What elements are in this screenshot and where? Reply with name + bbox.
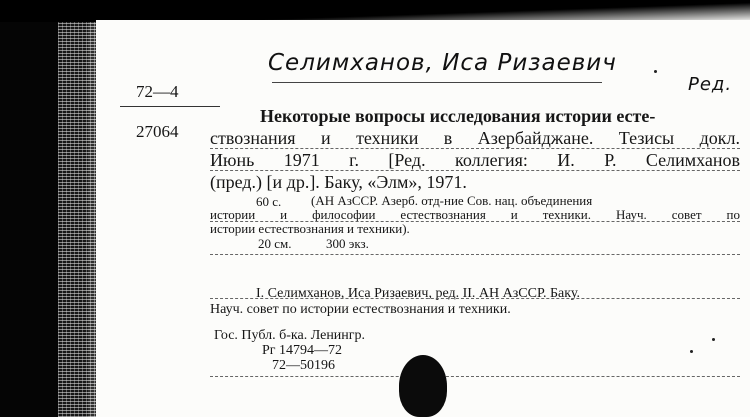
tracing-line-2: Науч. совет по истории естествознания и техники. <box>210 302 511 317</box>
ink-speck <box>690 350 693 353</box>
accession-number: 27064 <box>136 122 179 141</box>
tracing-line-1: I. Селимханов, Иса Ризаевич, ред. II. АН АзССР. Баку. <box>256 286 580 301</box>
book-size: 20 см. <box>258 236 292 251</box>
copy-count: 300 экз. <box>326 236 369 251</box>
series-line-3: истории естествознания и техники). <box>210 221 410 236</box>
title-guide-line <box>210 148 740 149</box>
ink-speck <box>654 70 657 73</box>
ink-speck <box>712 338 715 341</box>
tracing-guide-line <box>210 298 740 299</box>
ink-blot <box>399 355 447 417</box>
book-title-line-1: Некоторые вопросы исследования истории есте- <box>260 106 656 126</box>
book-title-line-2: ствознания и техники в Азербайджане. Тезисы докл. <box>210 128 740 148</box>
series-guide-line <box>210 221 740 222</box>
page-count: 60 с. <box>256 194 282 209</box>
series-line-1: (АН АзССР. Азерб. отд-ние Сов. нац. объединения <box>311 193 593 208</box>
call-number-rule <box>120 106 220 107</box>
series-line-2: истории и философии естествознания и техники. Науч. совет по <box>210 207 740 222</box>
handwritten-author-name: Селимханов, Иса Ризаевич <box>268 50 617 76</box>
call-number: 72—4 <box>136 82 179 101</box>
book-title-line-3: Июнь 1971 г. [Ред. коллегия: И. Р. Селимханов <box>210 150 740 170</box>
card-number: 72—50196 <box>272 358 335 373</box>
handwritten-role: Ред. <box>688 74 733 95</box>
rg-number: Рг 14794—72 <box>262 343 343 358</box>
scanner-border-top <box>0 0 750 22</box>
size-guide-line <box>210 254 740 255</box>
book-title-line-4: (пред.) [и др.]. Баку, «Элм», 1971. <box>210 172 467 192</box>
title-guide-line <box>210 170 740 171</box>
library-guide-line <box>210 376 740 377</box>
library-name: Гос. Публ. б-ка. Ленингр. <box>214 328 366 343</box>
handwriting-underline <box>272 82 602 83</box>
